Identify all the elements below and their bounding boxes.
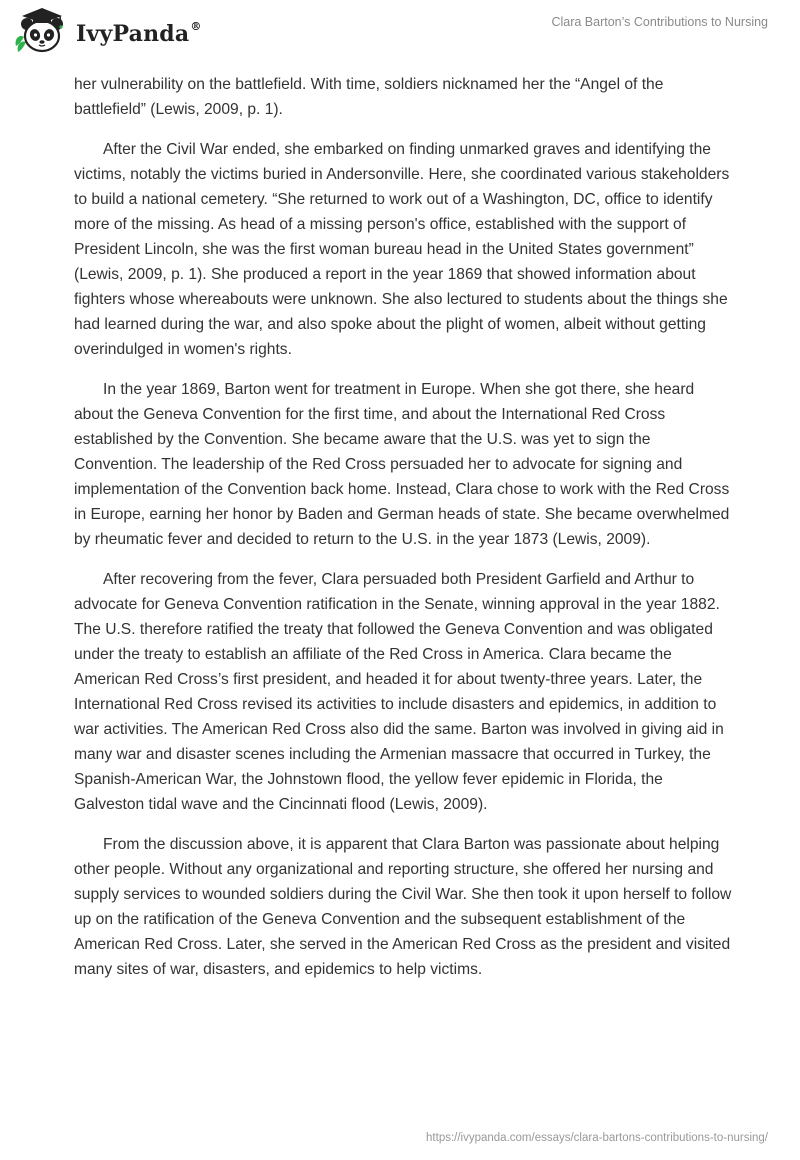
brand-logo[interactable] bbox=[14, 6, 202, 58]
document-title: Clara Barton’s Contributions to Nursing bbox=[551, 15, 768, 29]
panda-graduate-icon bbox=[14, 6, 70, 58]
paragraph: From the discussion above, it is apparent that Clara Barton was passionate about helping other people. Without any organizational and reporting structure, she offered her nursing and supply services to wounded soldiers during the Civil War. She then took it upon herself to follow up on the ratification of the Geneva Convention and the subsequent establishment of the American Red Cross. Later, she served in the American Red Cross as the president and visited many sites of war, disasters, and epidemics to help victims. bbox=[74, 836, 732, 978]
essay-body bbox=[74, 72, 734, 997]
paragraph: In the year 1869, Barton went for treatment in Europe. When she got there, she heard about the Geneva Convention for the first time, and about the International Red Cross established by the Convention. She became aware that the U.S. was yet to sign the Convention. The leadership of the Red Cross persuaded her to advocate for signing and implementation of the Convention back home. Instead, Clara chose to work with the Red Cross in Europe, earning her honor by Baden and German heads of state. She became overwhelmed by rheumatic fever and decided to return to the U.S. in the year 1873 (Lewis, 2009). bbox=[74, 381, 730, 548]
paragraph-continuation: her vulnerability on the battlefield. With time, soldiers nicknamed her the “Angel of the battlefield” (Lewis, 2009, p. 1). bbox=[74, 76, 664, 118]
page-header bbox=[0, 0, 800, 70]
registered-mark: ® bbox=[190, 19, 202, 33]
paragraph: After recovering from the fever, Clara persuaded both President Garfield and Arthur to advocate for Geneva Convention ratification in the Senate, winning approval in the year 1882. The U.S. therefore ratified the treaty that followed the Geneva Convention and was obligated under the treaty to establish an affiliate of the Red Cross in America. Clara became the American Red Cross’s first president, and headed it for about twenty-three years. Later, the International Red Cross revised its activities to include disasters and epidemics, in addition to war activities. The American Red Cross also did the same. Barton was involved in giving aid in many war and disaster scenes including the Armenian massacre that occurred in Turkey, the Spanish-American War, the Johnstown flood, the yellow fever epidemic in Florida, the Galveston tidal wave and the Cincinnati flood (Lewis, 2009). bbox=[74, 571, 724, 813]
paragraph: After the Civil War ended, she embarked on finding unmarked graves and identifying the victims, notably the victims buried in Andersonville. Here, she coordinated various stakeholders to build a national cemetery. “She returned to work out of a Washington, DC, office to identify more of the missing. As head of a missing person's office, established with the support of President Lincoln, she was the first woman bureau head in the United States government” (Lewis, 2009, p. 1). She produced a report in the year 1869 that showed information about fighters whose whereabouts were unknown. She also lectured to students about the things she had learned during the war, and also spoke about the plight of women, albeit without getting overindulged in women's rights. bbox=[74, 141, 730, 358]
source-url[interactable]: https://ivypanda.com/essays/clara-bartons-contributions-to-nursing/ bbox=[426, 1132, 768, 1144]
brand-name: IvyPanda® bbox=[76, 19, 202, 47]
